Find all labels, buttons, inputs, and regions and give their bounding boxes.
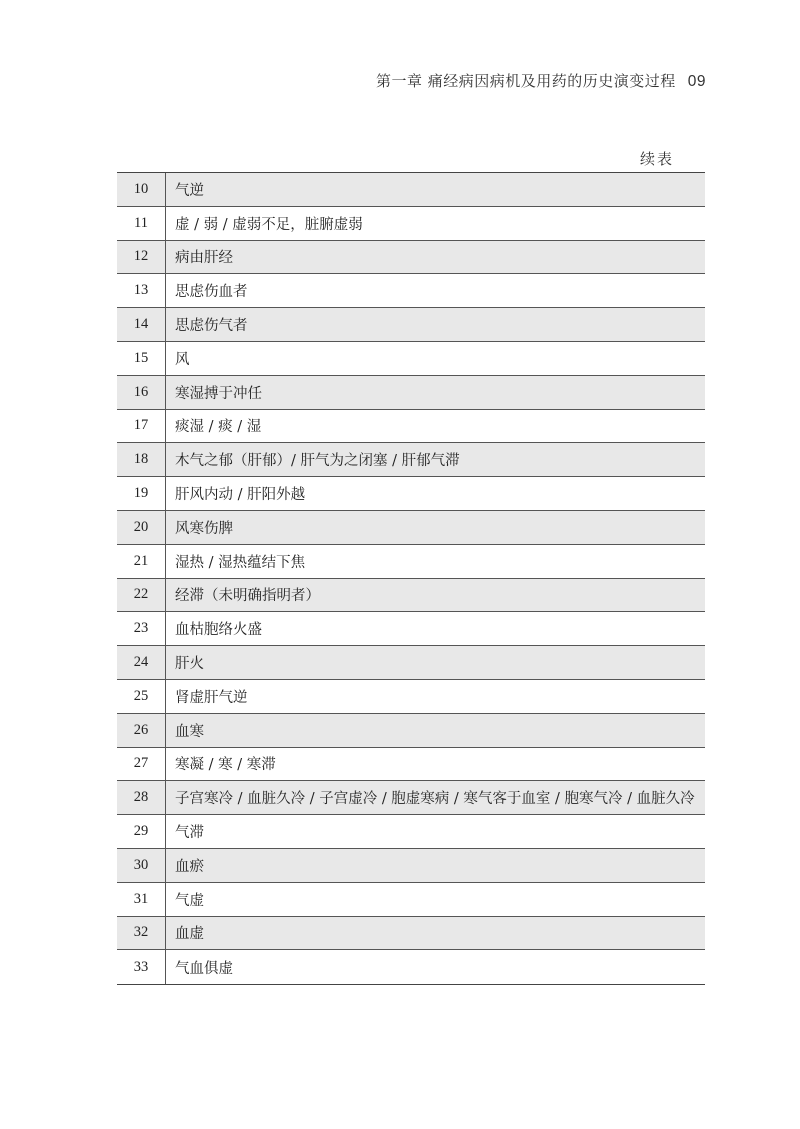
row-number: 21 xyxy=(117,545,166,578)
row-number: 22 xyxy=(117,579,166,612)
row-number: 25 xyxy=(117,680,166,713)
table-row xyxy=(117,579,705,613)
row-cause-text: 子宫寒冷 / 血脏久冷 / 子宫虚冷 / 胞虚寒病 / 寒气客于血室 / 胞寒气冷 / 血脏久冷 xyxy=(175,791,695,808)
row-number: 27 xyxy=(117,748,166,781)
chapter-title: 第一章 痛经病因病机及用药的历史演变过程 xyxy=(375,72,676,90)
row-cause-text: 气虚 xyxy=(175,892,204,909)
row-cause-text: 气血俱虚 xyxy=(175,960,233,977)
row-number: 26 xyxy=(117,714,166,747)
row-cause-text: 寒湿搏于冲任 xyxy=(175,385,262,402)
running-head xyxy=(376,70,706,91)
table-row xyxy=(117,376,705,410)
row-cause-text: 肝火 xyxy=(175,656,204,673)
row-number: 30 xyxy=(117,849,166,882)
row-number: 32 xyxy=(117,917,166,950)
table-row xyxy=(117,342,705,376)
row-number: 11 xyxy=(117,207,166,240)
etiology-table xyxy=(117,172,705,985)
row-cause-text: 血寒 xyxy=(175,723,204,740)
row-cause-text: 风 xyxy=(175,351,190,368)
table-row xyxy=(117,207,705,241)
table-row xyxy=(117,917,705,951)
row-number: 15 xyxy=(117,342,166,375)
continued-label: 续表 xyxy=(639,150,674,168)
row-cause-text: 虚 / 弱 / 虚弱不足，脏腑虚弱 xyxy=(175,216,363,233)
table-row xyxy=(117,274,705,308)
row-cause-text: 木气之郁（肝郁）/ 肝气为之闭塞 / 肝郁气滞 xyxy=(175,453,460,470)
row-number: 31 xyxy=(117,883,166,916)
row-cause-text: 经滞（未明确指明者） xyxy=(175,588,320,605)
table-row xyxy=(117,443,705,477)
row-cause-text: 血虚 xyxy=(175,926,204,943)
page-number: 09 xyxy=(687,73,706,90)
row-number: 14 xyxy=(117,308,166,341)
table-row xyxy=(117,781,705,815)
row-number: 10 xyxy=(117,173,166,206)
row-cause-text: 风寒伤脾 xyxy=(175,520,233,537)
row-cause-text: 血枯胞络火盛 xyxy=(175,622,262,639)
table-row xyxy=(117,173,705,207)
row-number: 17 xyxy=(117,410,166,443)
table-row xyxy=(117,646,705,680)
row-number: 18 xyxy=(117,443,166,476)
row-number: 28 xyxy=(117,781,166,814)
table-row xyxy=(117,308,705,342)
table-row xyxy=(117,241,705,275)
table-row xyxy=(117,410,705,444)
table-row xyxy=(117,545,705,579)
table-row xyxy=(117,477,705,511)
row-number: 19 xyxy=(117,477,166,510)
table-row xyxy=(117,680,705,714)
row-cause-text: 肝风内动 / 肝阳外越 xyxy=(175,487,306,504)
row-number: 20 xyxy=(117,511,166,544)
table-row xyxy=(117,748,705,782)
row-number: 29 xyxy=(117,815,166,848)
table-row xyxy=(117,883,705,917)
table-row xyxy=(117,511,705,545)
row-number: 24 xyxy=(117,646,166,679)
row-number: 33 xyxy=(117,950,166,984)
row-number: 23 xyxy=(117,612,166,645)
row-cause-text: 痰湿 / 痰 / 湿 xyxy=(175,419,262,436)
row-cause-text: 思虑伤血者 xyxy=(175,284,248,301)
table-row xyxy=(117,815,705,849)
row-number: 12 xyxy=(117,241,166,274)
table-row xyxy=(117,950,705,984)
table-row xyxy=(117,612,705,646)
row-cause-text: 思虑伤气者 xyxy=(175,318,248,335)
row-number: 16 xyxy=(117,376,166,409)
row-cause-text: 肾虚肝气逆 xyxy=(175,689,248,706)
table-row xyxy=(117,714,705,748)
row-cause-text: 气逆 xyxy=(175,182,204,199)
row-number: 13 xyxy=(117,274,166,307)
table-row xyxy=(117,849,705,883)
row-cause-text: 湿热 / 湿热蕴结下焦 xyxy=(175,554,306,571)
row-cause-text: 气滞 xyxy=(175,825,204,842)
row-cause-text: 病由肝经 xyxy=(175,250,233,267)
row-cause-text: 血瘀 xyxy=(175,858,204,875)
row-cause-text: 寒凝 / 寒 / 寒滞 xyxy=(175,757,276,774)
